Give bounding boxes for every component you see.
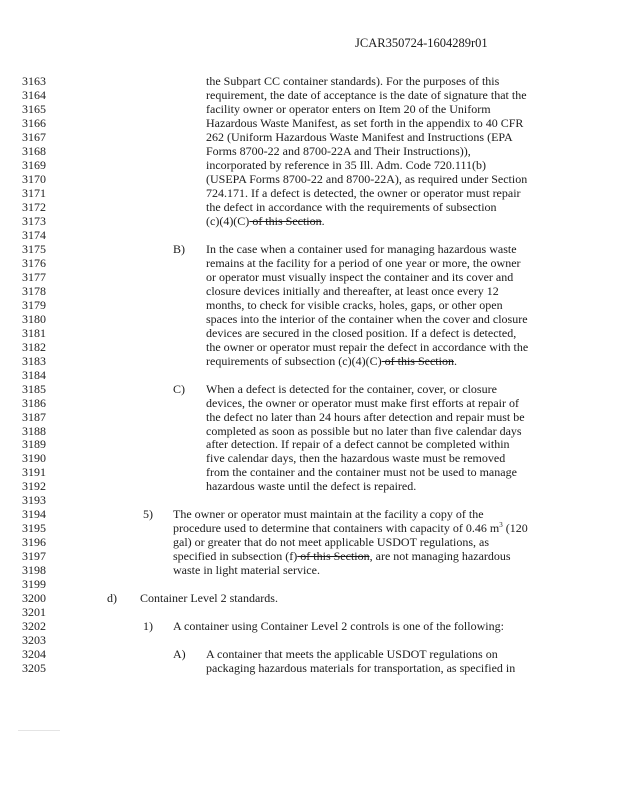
line-text — [206, 130, 513, 144]
line-number: 3194 — [22, 507, 46, 522]
line-text — [206, 144, 471, 158]
text-segment: (USEPA Forms 8700-22 and 8700-22A), as required under Section — [206, 171, 528, 186]
line-text — [206, 465, 517, 479]
line-number: 3203 — [22, 633, 46, 648]
text-segment: , are not managing hazardous — [369, 549, 511, 564]
line-text — [206, 158, 486, 172]
line-number: 3167 — [22, 129, 46, 144]
line-number: 3202 — [22, 619, 46, 634]
line-text — [206, 200, 497, 214]
document-line — [0, 242, 621, 256]
line-number: 3163 — [22, 74, 46, 88]
document-line — [0, 563, 621, 577]
line-text — [206, 647, 498, 661]
document-line — [0, 382, 621, 396]
text-segment: hazardous waste until the defect is repaired. — [206, 479, 417, 494]
document-line — [0, 647, 621, 661]
line-text — [206, 382, 497, 396]
line-text — [206, 116, 523, 130]
document-line — [0, 102, 621, 116]
document-line — [0, 465, 621, 479]
document-line — [0, 437, 621, 451]
document-line — [0, 284, 621, 298]
line-number: 3197 — [22, 549, 46, 564]
line-number: 3191 — [22, 465, 46, 480]
text-segment: Container Level 2 standards. — [140, 591, 278, 606]
document-line — [0, 312, 621, 326]
line-text — [206, 284, 499, 298]
subsection-label: 1) — [143, 619, 153, 634]
document-line — [0, 479, 621, 493]
text-segment: remains at the facility for a period of one year or more, the owner — [206, 255, 521, 270]
document-line — [0, 619, 621, 633]
line-text — [206, 326, 516, 340]
document-line — [0, 633, 621, 647]
document-line — [0, 340, 621, 354]
line-number: 3177 — [22, 269, 46, 284]
text-segment: The owner or operator must maintain at the facility a copy of the — [173, 507, 484, 522]
text-segment: . — [321, 213, 325, 228]
line-text — [206, 437, 510, 451]
struck-text: of this Section — [249, 213, 322, 228]
text-segment: packaging hazardous materials for transportation, as specified in — [206, 661, 516, 676]
text-segment: (c)(4)(C) — [206, 213, 250, 228]
document-line — [0, 451, 621, 465]
text-segment: closure devices initially and thereafter, at least once every 12 — [206, 283, 499, 298]
text-segment: incorporated by reference in 35 Ill. Adm. Code 720.111(b) — [206, 157, 487, 172]
document-line — [0, 200, 621, 214]
line-text — [206, 242, 517, 256]
line-number: 3178 — [22, 283, 46, 298]
line-number: 3169 — [22, 157, 46, 172]
text-segment: When a defect is detected for the container, cover, or closure — [206, 381, 497, 396]
line-text — [206, 270, 513, 284]
text-segment: In the case when a container used for managing hazardous waste — [206, 241, 517, 256]
text-segment: 262 (Uniform Hazardous Waste Manifest and Instructions (EPA — [206, 129, 513, 144]
line-number: 3164 — [22, 87, 46, 102]
line-text — [206, 312, 528, 326]
document-line — [0, 116, 621, 130]
document-line — [0, 158, 621, 172]
subsection-label: B) — [173, 241, 185, 256]
document-line — [0, 493, 621, 507]
text-segment: the defect no later than 24 hours after detection and repair must be — [206, 409, 525, 424]
document-line — [0, 326, 621, 340]
document-line — [0, 661, 621, 675]
line-number: 3199 — [22, 577, 46, 592]
document-line — [0, 396, 621, 410]
line-number: 3173 — [22, 213, 46, 228]
text-segment: Hazardous Waste Manifest, as set forth in the appendix to 40 CFR — [206, 115, 524, 130]
text-segment: devices are secured in the closed position. If a defect is detected, — [206, 325, 517, 340]
subsection-label: 5) — [143, 507, 153, 522]
line-number: 3172 — [22, 199, 46, 214]
document-line — [0, 507, 621, 521]
line-text — [173, 521, 528, 535]
line-number: 3190 — [22, 451, 46, 466]
struck-text: of this Section — [297, 549, 370, 564]
line-text — [173, 549, 511, 563]
text-segment: requirement, the date of acceptance is the date of signature that the — [206, 87, 527, 102]
line-text — [173, 507, 484, 521]
line-text — [206, 479, 416, 493]
document-line — [0, 354, 621, 368]
line-text — [206, 186, 521, 200]
line-number: 3204 — [22, 647, 46, 662]
text-segment: months, to check for visible cracks, holes, gaps, or other open — [206, 297, 503, 312]
document-line — [0, 298, 621, 312]
line-text — [206, 172, 527, 186]
document-line — [0, 535, 621, 549]
text-segment: from the container and the container must not be used to manage — [206, 465, 517, 480]
text-segment: devices, the owner or operator must make first efforts at repair of — [206, 395, 519, 410]
text-segment: Forms 8700-22 and 8700-22A and Their Instructions)), — [206, 143, 471, 158]
text-segment: five calendar days, then the hazardous waste must be removed — [206, 451, 506, 466]
text-segment: facility owner or operator enters on Item 20 of the Uniform — [206, 101, 491, 116]
line-number: 3183 — [22, 353, 46, 368]
document-line — [0, 228, 621, 242]
line-number: 3196 — [22, 535, 46, 550]
line-number: 3185 — [22, 381, 46, 396]
line-text — [206, 661, 515, 675]
line-number: 3170 — [22, 171, 46, 186]
line-number: 3192 — [22, 479, 46, 494]
line-text — [173, 535, 489, 549]
line-text — [206, 340, 528, 354]
line-number: 3200 — [22, 591, 46, 606]
struck-text: of this Section — [381, 353, 454, 368]
text-segment: 724.171. If a defect is detected, the owner or operator must repair — [206, 185, 521, 200]
text-segment: (120 — [502, 521, 528, 536]
text-segment: requirements of subsection (c)(4)(C) — [206, 353, 382, 368]
line-text — [206, 451, 505, 465]
document-line — [0, 88, 621, 102]
document-line — [0, 270, 621, 284]
line-number: 3179 — [22, 297, 46, 312]
line-number: 3193 — [22, 493, 46, 508]
line-number: 3171 — [22, 185, 46, 200]
line-text — [206, 74, 499, 88]
line-text — [206, 214, 325, 228]
text-segment: completed as soon as possible but no later than five calendar days — [206, 423, 522, 438]
document-line — [0, 186, 621, 200]
text-segment: the Subpart CC container standards). For the purposes of this — [206, 74, 500, 88]
line-text — [206, 256, 521, 270]
text-segment: A container using Container Level 2 controls is one of the following: — [173, 619, 504, 634]
line-number: 3168 — [22, 143, 46, 158]
document-line — [0, 410, 621, 424]
line-text — [206, 102, 491, 116]
text-segment: after detection. If repair of a defect cannot be completed within — [206, 437, 510, 452]
subsection-label: C) — [173, 381, 185, 396]
document-line — [0, 74, 621, 88]
document-line — [0, 130, 621, 144]
document-line — [0, 368, 621, 382]
line-number: 3181 — [22, 325, 46, 340]
text-segment: the defect in accordance with the requirements of subsection — [206, 199, 497, 214]
line-number: 3201 — [22, 605, 46, 620]
text-segment: . — [453, 353, 457, 368]
line-number: 3180 — [22, 311, 46, 326]
line-number: 3198 — [22, 563, 46, 578]
text-segment: specified in subsection (f) — [173, 549, 298, 564]
line-number: 3188 — [22, 423, 46, 438]
line-number: 3165 — [22, 101, 46, 116]
text-segment: procedure used to determine that containers with capacity of 0.46 m — [173, 521, 500, 536]
line-number: 3174 — [22, 227, 46, 242]
text-segment: or operator must visually inspect the container and its cover and — [206, 269, 514, 284]
text-segment: gal) or greater that do not meet applicable USDOT regulations, as — [173, 535, 490, 550]
document-line — [0, 256, 621, 270]
line-text — [206, 410, 525, 424]
line-text — [173, 563, 320, 577]
line-text — [206, 88, 527, 102]
line-number: 3189 — [22, 437, 46, 452]
subsection-label: d) — [107, 591, 117, 606]
text-segment: A container that meets the applicable USDOT regulations on — [206, 647, 498, 662]
document-line — [0, 214, 621, 228]
line-number: 3176 — [22, 255, 46, 270]
document-line — [0, 144, 621, 158]
document-line — [0, 549, 621, 563]
document-line — [0, 605, 621, 619]
line-text — [206, 354, 457, 368]
text-segment: the owner or operator must repair the defect in accordance with the — [206, 339, 529, 354]
line-number: 3186 — [22, 395, 46, 410]
document-line — [0, 424, 621, 438]
line-number: 3175 — [22, 241, 46, 256]
line-number: 3195 — [22, 521, 46, 536]
footer-divider — [18, 730, 60, 731]
text-segment: waste in light material service. — [173, 563, 320, 578]
line-number: 3182 — [22, 339, 46, 354]
line-text — [173, 619, 504, 633]
line-text — [206, 298, 503, 312]
document-id-header: JCAR350724-1604289r01 — [355, 36, 488, 50]
document-line — [0, 172, 621, 186]
line-text — [206, 424, 522, 438]
line-number: 3187 — [22, 409, 46, 424]
document-line — [0, 577, 621, 591]
superscript: 3 — [499, 521, 503, 530]
line-text — [140, 591, 278, 605]
line-number: 3166 — [22, 115, 46, 130]
subsection-label: A) — [173, 647, 186, 662]
text-segment: spaces into the interior of the container when the cover and closure — [206, 311, 528, 326]
line-number: 3205 — [22, 661, 46, 676]
document-line — [0, 591, 621, 605]
line-text — [206, 396, 519, 410]
line-number: 3184 — [22, 367, 46, 382]
document-line — [0, 521, 621, 535]
